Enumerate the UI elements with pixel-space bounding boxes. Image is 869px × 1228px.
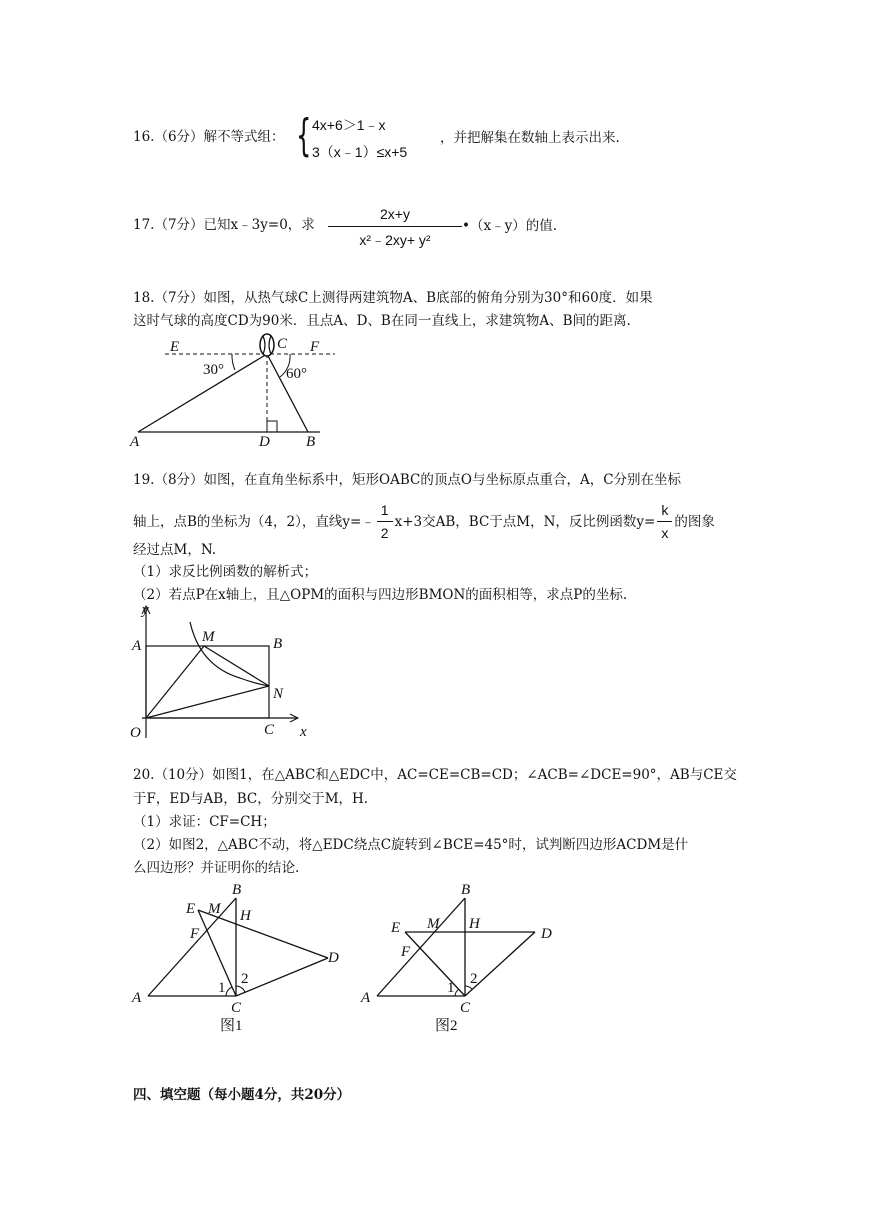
q18-figure: [130, 332, 350, 450]
balloon-icon: [260, 334, 274, 356]
q19-line2-a: 轴上，点B的坐标为（4，2），直线y=﹣: [133, 513, 375, 530]
q16-tail: ，并把解集在数轴上表示出来.: [440, 130, 620, 146]
q16-label: 16.（6分）解不等式组：: [133, 129, 285, 145]
fraction-bar: [328, 226, 462, 227]
fig1-label-2: 2: [241, 971, 249, 987]
half-num: 1: [377, 500, 393, 522]
right-angle-mark: [267, 421, 277, 432]
fig2-label-H: H: [469, 916, 480, 932]
q20-line2: 于F，ED与AB，BC，分别交于M，H.: [133, 791, 369, 807]
q20-figure-1: [128, 880, 348, 1040]
q17-tail: •（x﹣y）的值.: [462, 218, 557, 234]
segment-EC: [405, 932, 465, 996]
q17-denominator: x²﹣2xy+ y²: [359, 232, 431, 248]
q17-numerator: 2x+y: [380, 206, 410, 222]
segment-MN: [204, 646, 269, 686]
fig2-label-A: A: [361, 990, 371, 1006]
fig1-label-D: D: [328, 950, 339, 966]
label-B: B: [273, 636, 283, 652]
q18-line2: 这时气球的高度CD为90米．且点A、D、B在同一直线上，求建筑物A、B间的距离.: [133, 313, 631, 329]
fig1-label-H: H: [240, 908, 251, 924]
fig2-label-1: 1: [447, 980, 455, 996]
label-A: A: [130, 434, 140, 450]
q19-sub1: （1）求反比例函数的解析式；: [133, 564, 318, 580]
label-y: y: [142, 602, 149, 618]
label-D: D: [259, 434, 270, 450]
section-4-title: 四、填空题（每小题4分，共20分）: [133, 1087, 351, 1103]
angle-arc-30: [232, 354, 235, 370]
q19-fraction-k: [657, 500, 672, 543]
fig2-label-D: D: [541, 926, 552, 942]
q20-sub2: （2）如图2，△ABC不动，将△EDC绕点C旋转到∠BCE=45°时，试判断四边形ACDM是什: [133, 837, 689, 853]
q20-line1: 20.（10分）如图1，在△ABC和△EDC中，AC=CE=CB=CD；∠ACB=∠DCE=90°，AB与CE交: [133, 767, 737, 783]
fig2-caption: 图2: [435, 1018, 458, 1034]
q19-sub2: （2）若点P在x轴上，且△OPM的面积与四边形BMON的面积相等，求点P的坐标.: [133, 587, 628, 603]
angle-1-arc: [226, 987, 232, 996]
fig1-caption: 图1: [220, 1018, 243, 1034]
angle-1-arc: [455, 989, 459, 996]
q19-line3: 经过点M，N.: [133, 542, 217, 558]
q16-inequality-2: 3（x﹣1）≤x+5: [312, 144, 408, 160]
q19-fraction-half: [377, 500, 393, 543]
segment-ED: [198, 910, 328, 958]
fig1-label-E: E: [186, 901, 196, 917]
q16-inequality-1: 4x+6＞1﹣x: [312, 117, 386, 133]
q19-line1: 19.（8分）如图，在直角坐标系中，矩形OABC的顶点O与坐标原点重合，A，C分别在坐标: [133, 472, 682, 488]
q20-sub3: 么四边形？并证明你的结论.: [133, 860, 300, 876]
fig2-label-F: F: [401, 944, 411, 960]
label-B: B: [306, 434, 316, 450]
label-N: N: [273, 686, 284, 702]
label-F: F: [310, 339, 320, 355]
segment-OM: [146, 646, 204, 718]
fig2-label-M: M: [427, 916, 440, 932]
fig1-label-F: F: [190, 926, 200, 942]
k-den: x: [661, 525, 669, 541]
fig2-label-C: C: [460, 1000, 471, 1016]
k-num: k: [657, 500, 672, 522]
q17-label: 17.（7分）已知x﹣3y=0，求: [133, 217, 315, 233]
q19-figure: [128, 602, 318, 744]
fig1-label-B: B: [232, 882, 242, 898]
label-angle-30: 30°: [203, 362, 224, 378]
fig1-label-A: A: [132, 990, 142, 1006]
fig2-label-2: 2: [470, 971, 478, 987]
label-E: E: [170, 339, 180, 355]
label-C: C: [264, 722, 275, 738]
fig1-label-C: C: [231, 1000, 242, 1016]
brace: {: [296, 110, 312, 161]
half-den: 2: [380, 525, 389, 541]
q19-line2-b: x+3交AB，BC于点M，N，反比例函数y=: [394, 513, 656, 530]
label-O: O: [130, 725, 141, 741]
fig1-label-M: M: [208, 901, 221, 917]
q20-sub1: （1）求证：CF=CH；: [133, 814, 276, 830]
segment-CD: [236, 958, 328, 996]
label-M: M: [202, 629, 215, 645]
fig2-label-E: E: [391, 920, 401, 936]
segment-ON: [146, 686, 269, 718]
q19-line2: [133, 500, 715, 543]
label-angle-60: 60°: [286, 366, 307, 382]
fig1-label-1: 1: [218, 980, 226, 996]
q19-line2-c: 的图象: [674, 513, 715, 530]
label-C: C: [277, 336, 288, 352]
fig2-label-B: B: [461, 882, 471, 898]
label-x: x: [300, 724, 307, 740]
q20-figure-2: [355, 880, 575, 1040]
label-A: A: [132, 638, 142, 654]
q18-line1: 18.（7分）如图，从热气球C上测得两建筑物A、B底部的俯角分别为30°和60度．如果: [133, 290, 653, 306]
segment-EC: [198, 910, 236, 996]
